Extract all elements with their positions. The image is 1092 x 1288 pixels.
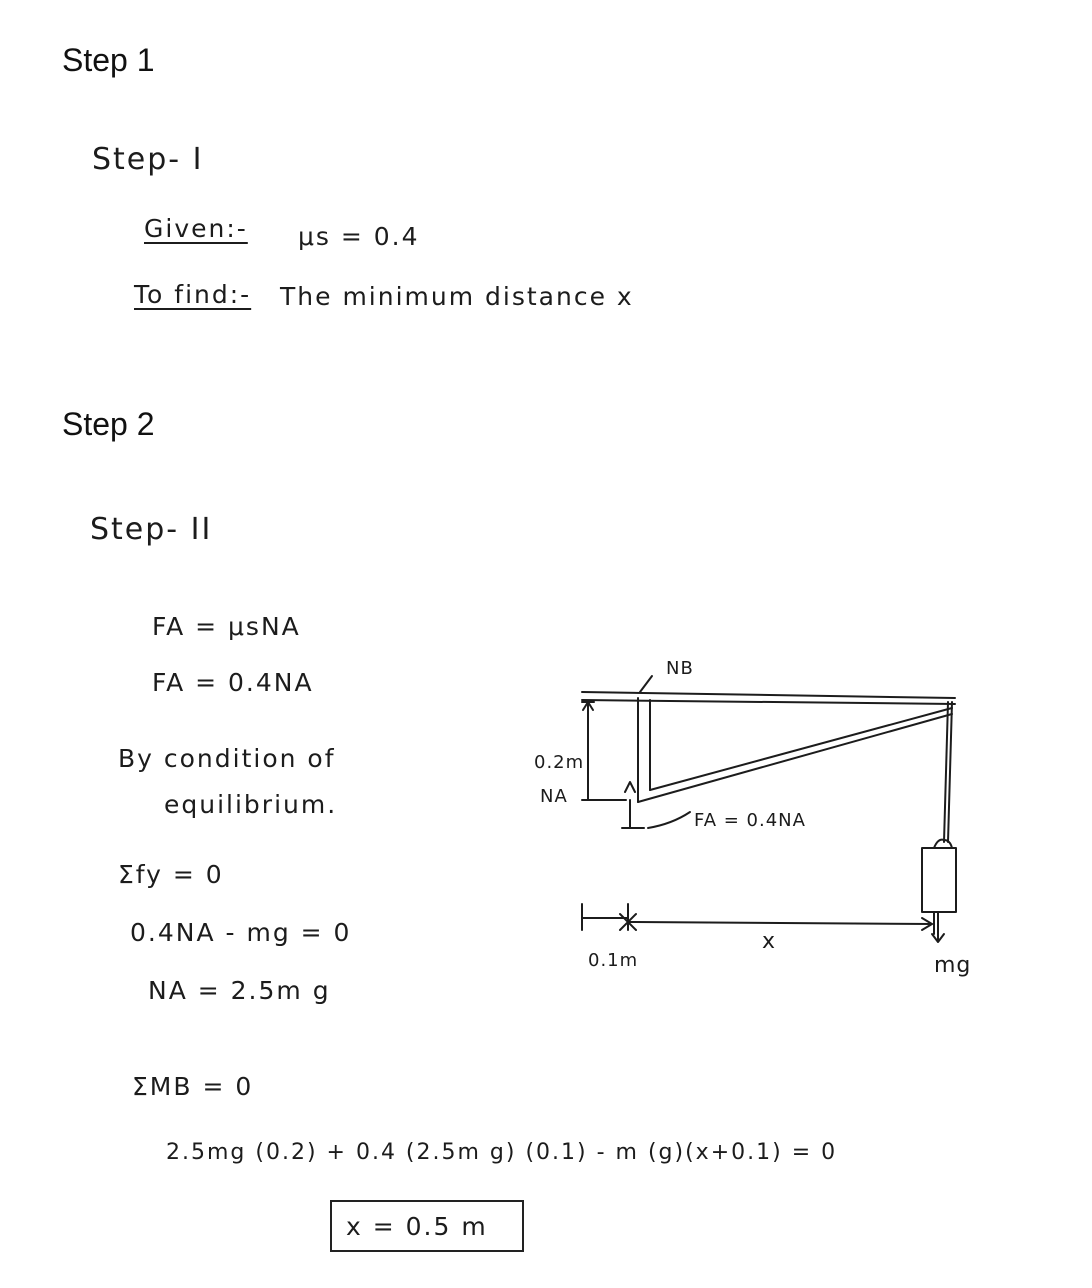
step1-header: Step 1: [62, 42, 155, 78]
fa-pointer: [648, 812, 690, 828]
step2-substep-label: Step- II: [90, 512, 213, 547]
sum-moment-equation: ΣMB = 0: [132, 1072, 254, 1101]
weight-hook: [934, 840, 952, 848]
given-value: μs = 0.4: [298, 222, 420, 251]
mg-label: mg: [934, 953, 972, 978]
vertical-force-equation: 0.4NA - mg = 0: [130, 918, 352, 947]
to-find-text: The minimum distance x: [280, 282, 634, 311]
fa-label: FA = 0.4NA: [694, 810, 806, 831]
arm-lower-edge: [650, 708, 952, 790]
nb-pointer: [640, 676, 652, 692]
step1-substep-label: Step- I: [92, 142, 204, 177]
friction-equation-2: FA = 0.4NA: [152, 668, 314, 697]
step2-header: Step 2: [62, 406, 155, 442]
given-label: Given:-: [144, 214, 248, 243]
friction-equation-1: FA = μsNA: [152, 612, 301, 641]
moment-equation: 2.5mg (0.2) + 0.4 (2.5m g) (0.1) - m (g)(x+0.1) = 0: [166, 1140, 838, 1165]
hanging-weight: [922, 848, 956, 912]
sum-fy-equation: Σfy = 0: [118, 860, 224, 889]
x-dim-line: [628, 922, 932, 924]
answer-text: x = 0.5 m: [346, 1212, 488, 1241]
arm-lower-edge-2: [638, 714, 952, 802]
x-label: x: [762, 929, 777, 954]
cable-2: [948, 702, 952, 842]
equilibrium-condition-line1: By condition of: [118, 744, 336, 773]
normal-force-result: NA = 2.5m g: [148, 976, 331, 1005]
height-label: 0.2m: [534, 752, 585, 773]
cable: [944, 702, 948, 842]
width-label: 0.1m: [588, 950, 639, 971]
nb-label: NB: [666, 658, 694, 679]
to-find-label: To find:-: [134, 280, 252, 309]
na-arrowhead: [625, 782, 635, 792]
equilibrium-condition-line2: equilibrium.: [164, 790, 338, 819]
na-label: NA: [540, 786, 568, 807]
